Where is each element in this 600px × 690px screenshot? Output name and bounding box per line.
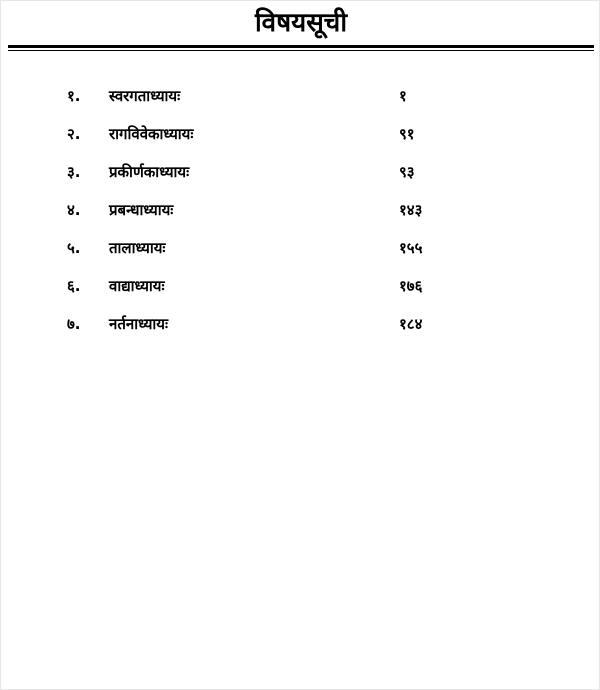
title-rule-thick bbox=[8, 45, 594, 48]
toc-entry[interactable] bbox=[1, 119, 600, 157]
chapter-title: स्वरगताध्यायः bbox=[109, 87, 181, 105]
page-number: १४३ bbox=[399, 201, 423, 219]
page-number: ९१ bbox=[399, 125, 415, 143]
toc-entry[interactable] bbox=[1, 157, 600, 195]
entry-number: ६. bbox=[67, 277, 81, 295]
page-number: ९३ bbox=[399, 163, 415, 181]
toc-entry[interactable] bbox=[1, 233, 600, 271]
toc-entry[interactable] bbox=[1, 195, 600, 233]
toc-entry[interactable] bbox=[1, 271, 600, 309]
page-number: १७६ bbox=[399, 277, 423, 295]
page-number: १५५ bbox=[399, 239, 423, 257]
chapter-title: रागविवेकाध्यायः bbox=[109, 125, 194, 143]
entry-number: ७. bbox=[67, 315, 81, 333]
page-number: १८४ bbox=[399, 315, 423, 333]
title-rule-thin bbox=[8, 50, 594, 51]
chapter-title: प्रकीर्णकाध्यायः bbox=[109, 163, 190, 181]
page-title: विषयसूची bbox=[254, 8, 348, 38]
table-of-contents bbox=[1, 81, 600, 347]
chapter-title: तालाध्यायः bbox=[109, 239, 166, 257]
chapter-title: वाद्याध्यायः bbox=[109, 277, 165, 295]
entry-number: ३. bbox=[67, 163, 81, 181]
entry-number: ४. bbox=[67, 201, 81, 219]
toc-entry[interactable] bbox=[1, 81, 600, 119]
chapter-title: प्रबन्धाध्यायः bbox=[109, 201, 174, 219]
page-number: १ bbox=[399, 87, 407, 105]
entry-number: १. bbox=[67, 87, 81, 105]
entry-number: २. bbox=[67, 125, 81, 143]
toc-entry[interactable] bbox=[1, 309, 600, 347]
chapter-title: नर्तनाध्यायः bbox=[109, 315, 169, 333]
entry-number: ५. bbox=[67, 239, 81, 257]
